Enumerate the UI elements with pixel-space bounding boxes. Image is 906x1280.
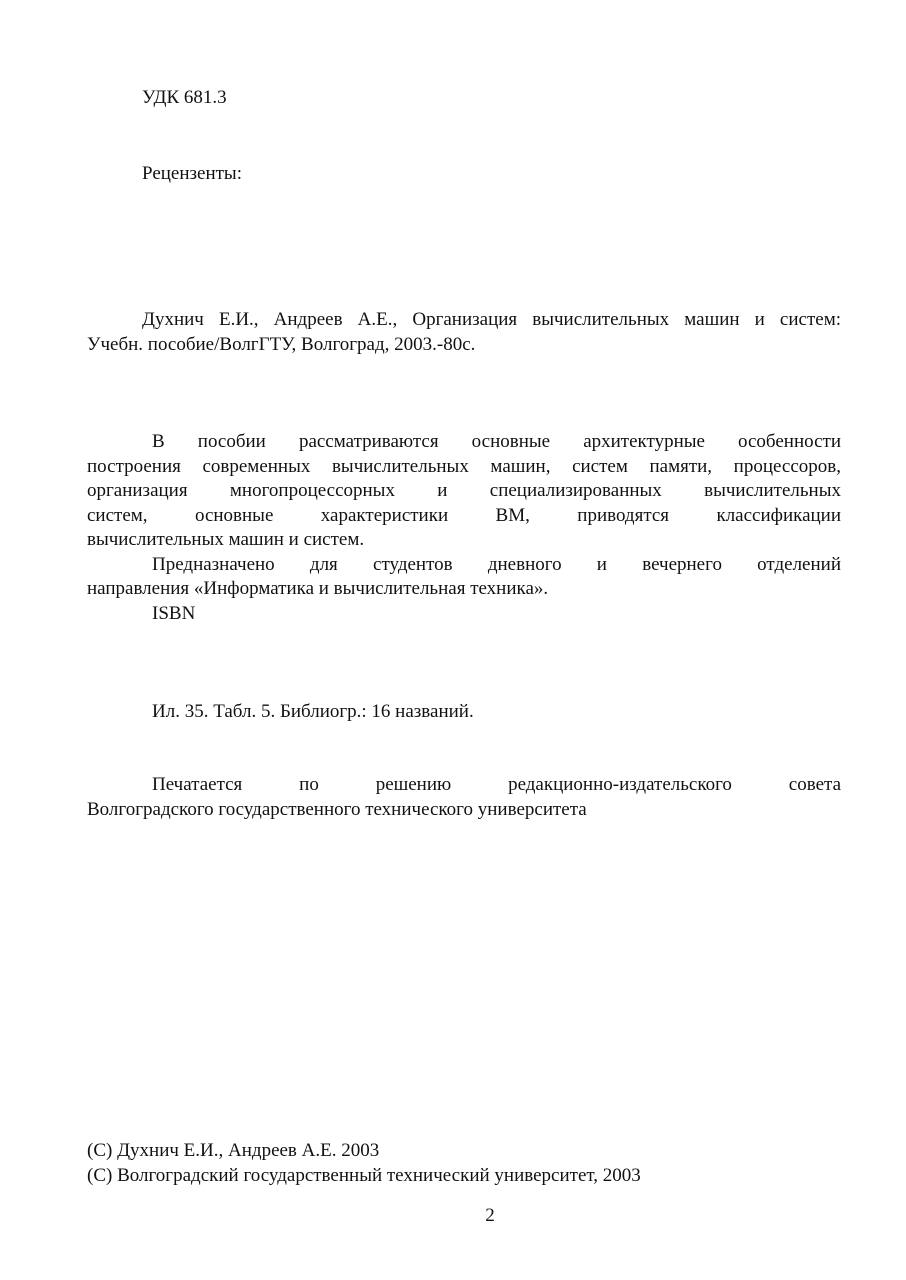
illustrations-info: Ил. 35. Табл. 5. Библиогр.: 16 названий. [152, 701, 474, 722]
abstract-line: систем, основные характеристики ВМ, приводятся классификации [87, 504, 841, 526]
abstract-line: построения современных вычислительных машин, систем памяти, процессоров, [87, 455, 841, 477]
citation-line: Учебн. пособие/ВолгГТУ, Волгоград, 2003.-80с. [87, 333, 476, 355]
publication-decision-line: Печатается по решению редакционно-издательского совета [152, 774, 841, 795]
udk-code: УДК 681.3 [142, 87, 227, 108]
page-number: 2 [485, 1205, 495, 1226]
copyright-authors: (С) Духнич Е.И., Андреев А.Е. 2003 [87, 1140, 380, 1161]
audience-line: направления «Информатика и вычислительная техника». [87, 578, 549, 599]
citation-line: Духнич Е.И., Андреев А.Е., Организация вычислительных машин и систем: [142, 309, 841, 330]
isbn-label: ISBN [152, 602, 196, 624]
publication-decision-line: Волгоградского государственного технического университета [87, 798, 587, 820]
copyright-university: (С) Волгоградский государственный технический университет, 2003 [87, 1165, 641, 1186]
citation [87, 308, 841, 357]
abstract [87, 430, 841, 626]
audience-line: Предназначено для студентов дневного и вечернего отделений [152, 553, 841, 575]
abstract-line: организация многопроцессорных и специализированных вычислительных [87, 480, 841, 501]
abstract-line: вычислительных машин и систем. [87, 529, 365, 550]
abstract-line: В пособии рассматриваются основные архитектурные особенности [152, 431, 841, 452]
reviewers-label: Рецензенты: [142, 163, 242, 184]
publication-decision [87, 773, 841, 822]
